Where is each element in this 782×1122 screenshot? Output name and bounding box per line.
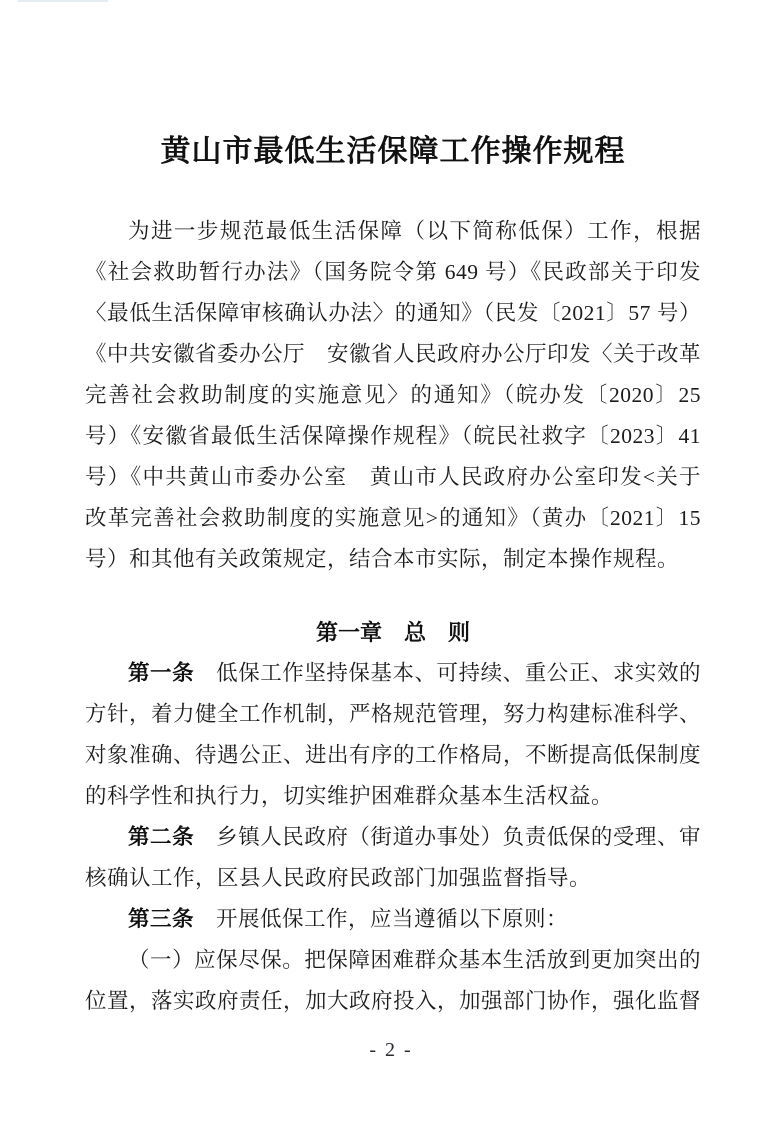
article-2 bbox=[85, 817, 701, 899]
article-3-label: 第三条 bbox=[128, 907, 195, 931]
article-1-text: 低保工作坚持保基本、可持续、重公正、求实效的方针，着力健全工作机制，严格规范管理，努力构建标准科学、对象准确、待遇公正、进出有序的工作格局，不断提高低保制度的科学性和执行力，切实维护困难群众基本生活权益。 bbox=[85, 661, 702, 808]
article-1-label: 第一条 bbox=[128, 661, 195, 685]
chapter-heading: 第一章 总 则 bbox=[315, 620, 470, 645]
document-content bbox=[85, 0, 701, 1022]
article-2-text: 乡镇人民政府（街道办事处）负责低保的受理、审核确认工作，区县人民政府民政部门加强监督指导。 bbox=[85, 825, 701, 890]
article-3 bbox=[85, 899, 701, 940]
document-title: 黄山市最低生活保障工作操作规程 bbox=[160, 135, 626, 168]
intro-paragraph: 为进一步规范最低生活保障（以下简称低保）工作，根据《社会救助暂行办法》（国务院令第 649 号）《民政部关于印发〈最低生活保障审核确认办法〉的通知》（民发〔2021〕57 号）《中共安徽省委办公厅 安徽省人民政府办公厅印发〈关于改革完善社会救助制度的实施意见〉的通知》（皖办发〔2020〕25 号）《安徽省最低生活保障操作规程》（皖民社救字〔2023〕41 号）《中共黄山市委办公室 黄山市人民政府办公室印发<关于改革完善社会救助制度的实施意见>的通知》（黄办〔2021〕15 号）和其他有关政策规定，结合本市实际，制定本操作规程。 bbox=[85, 219, 702, 571]
article-2-label: 第二条 bbox=[128, 825, 195, 849]
page-number: - 2 - bbox=[369, 1039, 413, 1061]
article-1 bbox=[85, 653, 701, 817]
article-3-text: 开展低保工作，应当遵循以下原则： bbox=[194, 907, 569, 931]
article-3-item-1-text: （一）应保尽保。把保障困难群众基本生活放到更加突出的位置，落实政府责任，加大政府投入，加强部门协作，强化监督 bbox=[85, 948, 702, 1013]
article-3-item-1 bbox=[85, 940, 701, 1022]
